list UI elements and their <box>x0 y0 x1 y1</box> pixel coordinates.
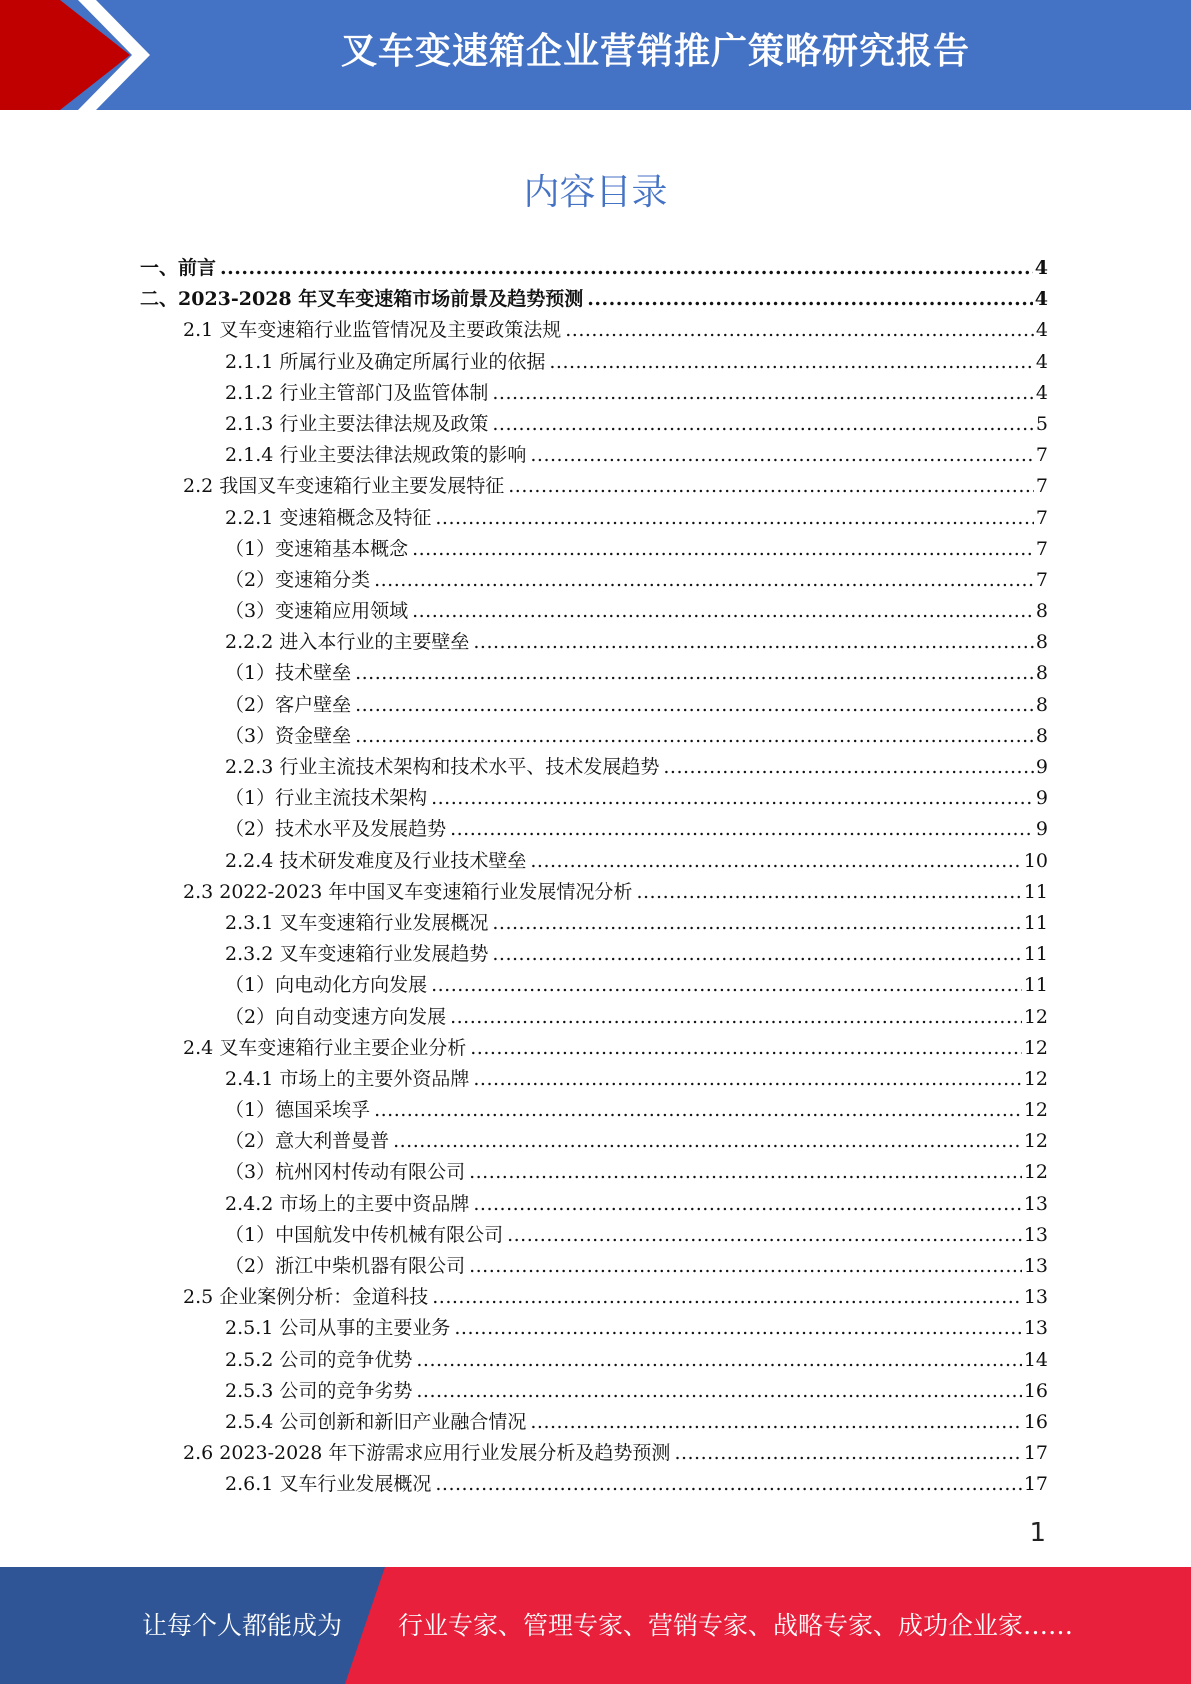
toc-entry[interactable] <box>140 565 1048 596</box>
toc-entry-title: 2.1.1 所属行业及确定所属行业的依据 <box>225 350 546 373</box>
report-title: 叉车变速箱企业营销推广策略研究报告 <box>340 31 970 72</box>
toc-dot-leader <box>435 1473 1021 1495</box>
toc-dot-leader <box>492 943 1021 965</box>
toc-entry[interactable] <box>140 471 1048 502</box>
toc-entry[interactable] <box>140 690 1048 721</box>
toc-entry-page: 13 <box>1023 1255 1048 1277</box>
toc-entry-page: 8 <box>1035 693 1048 716</box>
toc-dot-leader <box>469 1255 1022 1277</box>
toc-entry-page: 4 <box>1035 319 1048 342</box>
toc-dot-leader <box>374 1099 1022 1121</box>
toc-entry-title: 2.4 叉车变速箱行业主要企业分析 <box>183 1036 467 1059</box>
toc-dot-leader <box>450 1006 1022 1028</box>
toc-entry-page: 17 <box>1023 1473 1048 1496</box>
toc-entry-title: 2.1.2 行业主管部门及监管体制 <box>225 381 489 404</box>
toc-dot-leader <box>435 507 1034 529</box>
toc-entry-page: 12 <box>1023 1099 1048 1122</box>
toc-dot-leader <box>454 1317 1021 1339</box>
toc-dot-leader <box>508 475 1034 497</box>
toc-entry-page: 4 <box>1035 381 1048 404</box>
toc-entry-title: 2.2 我国叉车变速箱行业主要发展特征 <box>183 475 505 498</box>
toc-entry-title: 一、前言 <box>140 257 217 279</box>
toc-entry-page: 9 <box>1035 756 1048 778</box>
toc-entry-page: 7 <box>1035 537 1048 560</box>
toc-entry-title: 二、2023-2028 年叉车变速箱市场前景及趋势预测 <box>140 288 584 311</box>
toc-dot-leader <box>636 881 1021 903</box>
toc-entry-title: 2.1.4 行业主要法律法规政策的影响 <box>225 444 527 467</box>
toc-entry-page: 9 <box>1035 787 1048 810</box>
toc-entry-title: （1）德国采埃孚 <box>225 1099 371 1122</box>
table-of-contents <box>140 253 1048 1501</box>
toc-dot-leader <box>416 1380 1021 1402</box>
toc-heading: 内容目录 <box>523 172 668 213</box>
toc-dot-leader <box>220 257 1033 279</box>
toc-entry[interactable] <box>140 253 1048 284</box>
report-header <box>0 0 1191 110</box>
toc-entry-page: 12 <box>1023 1161 1048 1184</box>
toc-entry-page: 10 <box>1023 849 1048 872</box>
toc-entry-title: 2.5.3 公司的竞争劣势 <box>225 1379 413 1402</box>
toc-dot-leader <box>432 1286 1022 1308</box>
toc-entry[interactable] <box>140 503 1048 534</box>
toc-entry-page: 12 <box>1023 1067 1048 1090</box>
toc-entry[interactable] <box>140 752 1048 783</box>
toc-entry-page: 13 <box>1023 1192 1048 1215</box>
toc-entry[interactable] <box>140 315 1048 346</box>
toc-dot-leader <box>530 1411 1021 1433</box>
toc-entry-page: 4 <box>1035 350 1048 373</box>
toc-entry[interactable] <box>140 409 1048 440</box>
toc-dot-leader <box>492 413 1034 435</box>
toc-entry[interactable] <box>140 1220 1048 1251</box>
toc-entry-page: 13 <box>1023 1223 1048 1246</box>
footer-slogan-right: 行业专家、管理专家、营销专家、战略专家、成功企业家…… <box>398 1611 1074 1640</box>
toc-entry-title: 2.3.1 叉车变速箱行业发展概况 <box>225 911 489 934</box>
toc-dot-leader <box>674 1442 1021 1464</box>
toc-entry[interactable] <box>140 1407 1048 1438</box>
toc-dot-leader <box>469 1161 1022 1183</box>
toc-entry-page: 12 <box>1023 1005 1048 1028</box>
toc-dot-leader <box>450 818 1034 840</box>
toc-dot-leader <box>473 631 1034 653</box>
toc-entry[interactable] <box>140 658 1048 689</box>
toc-entry[interactable] <box>140 908 1048 939</box>
toc-entry-page: 5 <box>1035 412 1048 435</box>
toc-entry-title: 2.3 2022-2023 年中国叉车变速箱行业发展情况分析 <box>183 880 633 903</box>
toc-dot-leader <box>473 1068 1021 1090</box>
toc-entry[interactable] <box>140 534 1048 565</box>
toc-entry-page: 11 <box>1023 880 1048 903</box>
toc-dot-leader <box>530 850 1021 872</box>
toc-entry-page: 16 <box>1023 1379 1048 1402</box>
toc-entry[interactable] <box>140 440 1048 471</box>
toc-entry-title: 2.6.1 叉车行业发展概况 <box>225 1473 432 1496</box>
toc-entry-title: 2.2.4 技术研发难度及行业技术壁垒 <box>225 849 527 872</box>
toc-entry-page: 11 <box>1023 974 1048 997</box>
toc-dot-leader <box>507 1224 1022 1246</box>
toc-entry-title: 2.6 2023-2028 年下游需求应用行业发展分析及趋势预测 <box>183 1442 671 1465</box>
toc-entry-page: 4 <box>1034 288 1048 311</box>
toc-dot-leader <box>492 912 1021 934</box>
toc-entry-title: （1）变速箱基本概念 <box>225 537 409 560</box>
toc-entry[interactable] <box>140 970 1048 1001</box>
toc-dot-leader <box>416 1349 1021 1371</box>
toc-entry[interactable] <box>140 1095 1048 1126</box>
page-number: 1 <box>1029 1518 1046 1548</box>
toc-entry-title: 2.2.1 变速箱概念及特征 <box>225 506 432 529</box>
toc-entry[interactable] <box>140 1345 1048 1376</box>
toc-entry-title: 2.2.3 行业主流技术架构和技术水平、技术发展趋势 <box>225 756 660 778</box>
toc-entry-title: 2.1 叉车变速箱行业监管情况及主要政策法规 <box>183 319 562 342</box>
toc-entry-page: 4 <box>1034 257 1048 279</box>
toc-dot-leader <box>355 662 1034 684</box>
footer-slogan-left: 让每个人都能成为 <box>142 1611 343 1640</box>
toc-dot-leader <box>374 569 1034 591</box>
toc-entry[interactable] <box>140 783 1048 814</box>
toc-entry-title: 2.4.2 市场上的主要中资品牌 <box>225 1192 470 1215</box>
toc-dot-leader <box>393 1130 1022 1152</box>
toc-entry-title: （3）变速箱应用领域 <box>225 600 409 623</box>
toc-entry[interactable] <box>140 721 1048 752</box>
toc-entry-title: 2.1.3 行业主要法律法规及政策 <box>225 412 489 435</box>
toc-entry-title: （1）向电动化方向发展 <box>225 974 428 997</box>
toc-entry[interactable] <box>140 939 1048 970</box>
toc-dot-leader <box>412 538 1034 560</box>
toc-entry[interactable] <box>140 1251 1048 1282</box>
toc-entry-title: 2.5.4 公司创新和新旧产业融合情况 <box>225 1410 527 1433</box>
toc-dot-leader <box>587 288 1033 310</box>
toc-entry-title: 2.2.2 进入本行业的主要壁垒 <box>225 631 470 654</box>
toc-entry[interactable] <box>140 814 1048 845</box>
toc-entry-page: 8 <box>1035 600 1048 623</box>
toc-entry[interactable] <box>140 1469 1048 1500</box>
toc-dot-leader <box>549 351 1034 373</box>
toc-entry-page: 8 <box>1035 724 1048 747</box>
toc-dot-leader <box>355 725 1034 747</box>
toc-entry-page: 11 <box>1023 943 1048 966</box>
toc-entry[interactable] <box>140 1189 1048 1220</box>
toc-entry-title: （1）技术壁垒 <box>225 662 352 685</box>
toc-dot-leader <box>565 319 1034 341</box>
toc-entry-page: 7 <box>1035 568 1048 591</box>
toc-entry[interactable] <box>140 1313 1048 1344</box>
toc-entry-title: 2.5 企业案例分析：金道科技 <box>183 1286 429 1309</box>
toc-dot-leader <box>355 694 1034 716</box>
toc-entry-page: 14 <box>1023 1348 1048 1371</box>
toc-entry-title: （1）行业主流技术架构 <box>225 787 428 810</box>
toc-dot-leader <box>473 1193 1021 1215</box>
toc-dot-leader <box>412 600 1034 622</box>
toc-entry-title: （2）浙江中柴机器有限公司 <box>225 1255 466 1277</box>
report-footer <box>0 1567 1191 1684</box>
toc-entry-page: 8 <box>1035 662 1048 685</box>
toc-entry-title: （2）意大利普曼普 <box>225 1130 390 1153</box>
toc-entry-page: 13 <box>1023 1317 1048 1340</box>
toc-entry-page: 11 <box>1023 911 1048 934</box>
toc-entry[interactable] <box>140 596 1048 627</box>
toc-entry-title: （2）客户壁垒 <box>225 693 352 716</box>
toc-dot-leader <box>492 382 1034 404</box>
toc-entry-page: 9 <box>1035 818 1048 841</box>
toc-entry[interactable] <box>140 877 1048 908</box>
toc-entry-page: 12 <box>1023 1036 1048 1059</box>
toc-entry[interactable] <box>140 1064 1048 1095</box>
toc-entry-page: 12 <box>1023 1130 1048 1153</box>
toc-entry[interactable] <box>140 846 1048 877</box>
toc-entry-page: 7 <box>1035 444 1048 467</box>
toc-entry-page: 7 <box>1035 506 1048 529</box>
toc-entry-title: （2）向自动变速方向发展 <box>225 1005 447 1028</box>
toc-entry-title: （2）技术水平及发展趋势 <box>225 818 447 841</box>
toc-entry[interactable] <box>140 1376 1048 1407</box>
toc-dot-leader <box>470 1037 1022 1059</box>
toc-entry[interactable] <box>140 1002 1048 1033</box>
toc-entry[interactable] <box>140 1282 1048 1313</box>
toc-entry-title: （2）变速箱分类 <box>225 568 371 591</box>
toc-dot-leader <box>663 756 1034 778</box>
toc-entry[interactable] <box>140 347 1048 378</box>
toc-entry-page: 16 <box>1023 1410 1048 1433</box>
toc-entry-page: 7 <box>1035 475 1048 498</box>
toc-dot-leader <box>431 787 1034 809</box>
toc-dot-leader <box>431 974 1022 996</box>
toc-entry-title: 2.3.2 叉车变速箱行业发展趋势 <box>225 943 489 966</box>
toc-entry[interactable] <box>140 284 1048 315</box>
toc-entry-page: 8 <box>1035 631 1048 654</box>
toc-entry-page: 17 <box>1023 1442 1048 1465</box>
toc-entry[interactable] <box>140 1126 1048 1157</box>
toc-entry-title: （3）杭州冈村传动有限公司 <box>225 1161 466 1184</box>
toc-entry[interactable] <box>140 627 1048 658</box>
toc-entry-title: 2.5.2 公司的竞争优势 <box>225 1348 413 1371</box>
toc-entry-title: （1）中国航发中传机械有限公司 <box>225 1223 504 1246</box>
toc-dot-leader <box>530 444 1034 466</box>
toc-entry-title: （3）资金壁垒 <box>225 724 352 747</box>
toc-entry[interactable] <box>140 1438 1048 1469</box>
toc-entry-page: 13 <box>1023 1286 1048 1309</box>
toc-entry-title: 2.4.1 市场上的主要外资品牌 <box>225 1067 470 1090</box>
toc-entry[interactable] <box>140 1033 1048 1064</box>
toc-entry[interactable] <box>140 1157 1048 1188</box>
toc-entry[interactable] <box>140 378 1048 409</box>
toc-entry-title: 2.5.1 公司从事的主要业务 <box>225 1317 451 1340</box>
